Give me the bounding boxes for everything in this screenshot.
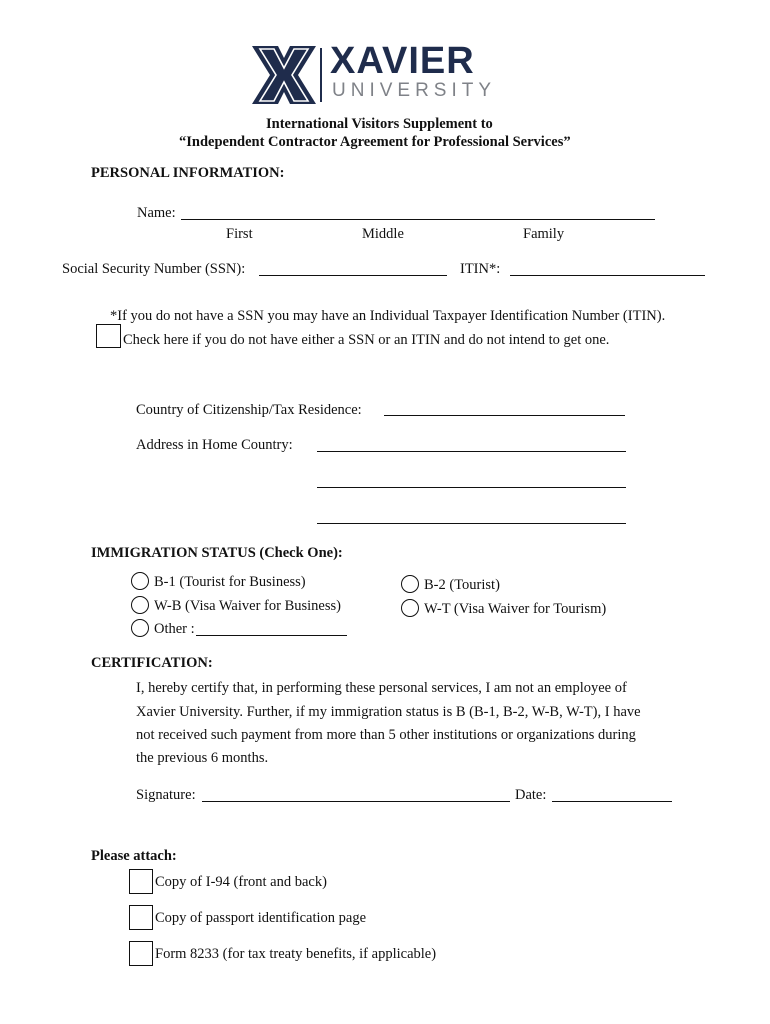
name-sub-middle: Middle: [362, 226, 404, 242]
no-ssn-checkbox-label: Check here if you do not have either a SSN or an ITIN and do not intend to get one.: [123, 332, 610, 348]
attach-heading: Please attach:: [91, 848, 177, 864]
radio-b1-label: B-1 (Tourist for Business): [154, 574, 306, 590]
name-sub-first: First: [226, 226, 253, 242]
country-field[interactable]: [384, 415, 625, 416]
radio-b1[interactable]: [131, 572, 149, 590]
itin-note: *If you do not have a SSN you may have an Individual Taxpayer Identification Number (ITIN).: [110, 308, 666, 324]
radio-wt-label: W-T (Visa Waiver for Tourism): [424, 601, 607, 617]
ssn-field[interactable]: [259, 275, 447, 276]
radio-other[interactable]: [131, 619, 149, 637]
x-shield-logo-icon: [252, 46, 316, 104]
radio-wb-label: W-B (Visa Waiver for Business): [154, 598, 341, 614]
attach-8233-label: Form 8233 (for tax treaty benefits, if applicable): [155, 946, 437, 962]
country-label: Country of Citizenship/Tax Residence:: [136, 402, 362, 418]
itin-label: ITIN*:: [460, 261, 501, 277]
date-label: Date:: [515, 787, 547, 803]
certification-line1: I, hereby certify that, in performing these personal services, I am not an employee of: [136, 680, 627, 696]
ssn-label: Social Security Number (SSN):: [62, 261, 246, 277]
address-label: Address in Home Country:: [136, 437, 293, 453]
no-ssn-checkbox[interactable]: [96, 324, 121, 348]
address-field-line2[interactable]: [317, 487, 626, 488]
logo-wordmark-xavier: XAVIER: [330, 40, 475, 82]
attach-passport-checkbox[interactable]: [129, 905, 153, 930]
form-title-line1: International Visitors Supplement to: [266, 116, 493, 132]
signature-field[interactable]: [202, 801, 510, 802]
name-label: Name:: [137, 205, 176, 221]
date-field[interactable]: [552, 801, 672, 802]
xavier-logo: [252, 40, 522, 104]
attach-8233-checkbox[interactable]: [129, 941, 153, 966]
certification-line2: Xavier University. Further, if my immigration status is B (B-1, B-2, W-B, W-T), I have: [136, 704, 641, 720]
certification-line3: not received such payment from more than 5 other institutions or organizations during: [136, 727, 636, 743]
logo-wordmark-university: UNIVERSITY: [332, 80, 497, 101]
certification-line4: the previous 6 months.: [136, 750, 269, 766]
other-status-field[interactable]: [196, 635, 347, 636]
form-title-line2: “Independent Contractor Agreement for Professional Services”: [179, 134, 571, 150]
personal-info-heading: PERSONAL INFORMATION:: [91, 165, 285, 181]
radio-b2-label: B-2 (Tourist): [424, 577, 500, 593]
radio-other-label: Other :: [154, 621, 195, 637]
attach-i94-label: Copy of I-94 (front and back): [155, 874, 327, 890]
itin-field[interactable]: [510, 275, 705, 276]
name-field[interactable]: [181, 219, 655, 220]
name-sub-family: Family: [523, 226, 565, 242]
signature-label: Signature:: [136, 787, 196, 803]
attach-i94-checkbox[interactable]: [129, 869, 153, 894]
address-field-line1[interactable]: [317, 451, 626, 452]
radio-wb[interactable]: [131, 596, 149, 614]
radio-wt[interactable]: [401, 599, 419, 617]
certification-heading: CERTIFICATION:: [91, 655, 213, 671]
immigration-heading: IMMIGRATION STATUS (Check One):: [91, 545, 343, 561]
attach-passport-label: Copy of passport identification page: [155, 910, 367, 926]
address-field-line3[interactable]: [317, 523, 626, 524]
radio-b2[interactable]: [401, 575, 419, 593]
